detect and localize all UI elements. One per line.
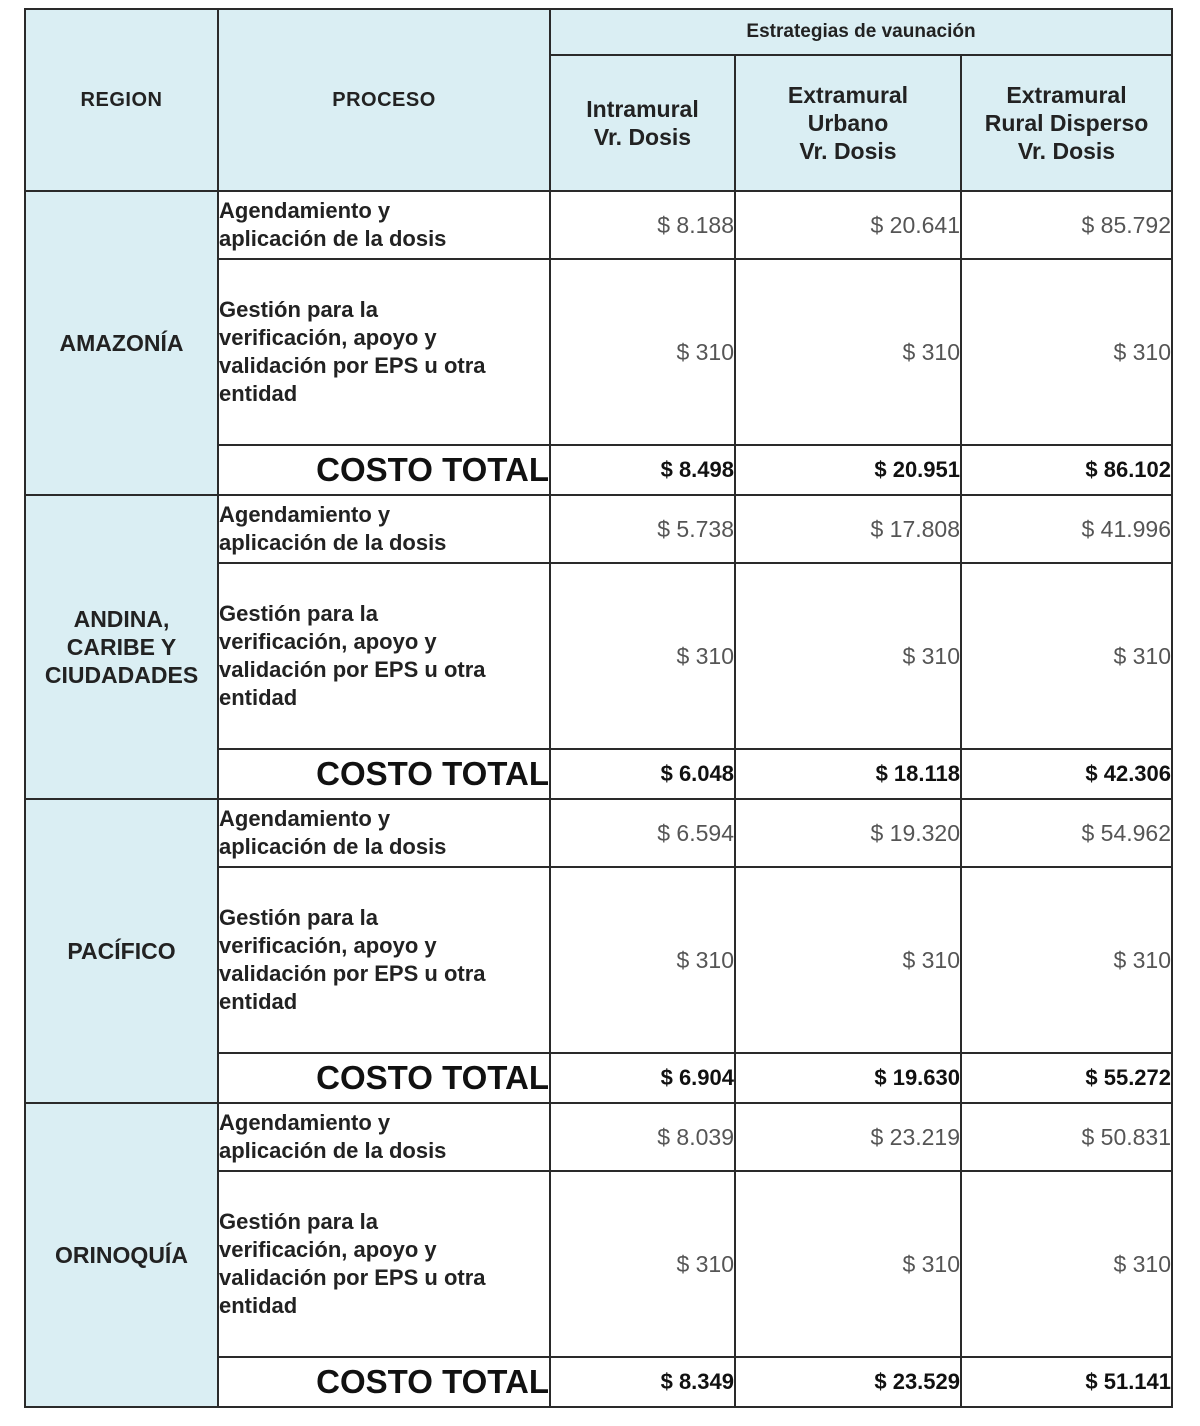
value-cell: $ 50.831 bbox=[961, 1103, 1172, 1171]
value-cell: $ 310 bbox=[735, 563, 961, 749]
proceso-agendamiento: Agendamiento y aplicación de la dosis bbox=[218, 1103, 550, 1171]
total-value: $ 19.630 bbox=[735, 1053, 961, 1103]
value-cell: $ 23.219 bbox=[735, 1103, 961, 1171]
cost-table bbox=[24, 8, 1173, 1408]
total-label: COSTO TOTAL bbox=[218, 1053, 550, 1103]
header-proceso: PROCESO bbox=[218, 9, 550, 191]
value-cell: $ 310 bbox=[961, 1171, 1172, 1357]
value-cell: $ 17.808 bbox=[735, 495, 961, 563]
value-cell: $ 310 bbox=[550, 563, 735, 749]
total-value: $ 23.529 bbox=[735, 1357, 961, 1407]
region-andina-caribe: ANDINA, CARIBE Y CIUDADADES bbox=[25, 495, 218, 799]
table-row bbox=[25, 799, 1172, 867]
total-label: COSTO TOTAL bbox=[218, 445, 550, 495]
proceso-gestion: Gestión para la verificación, apoyo y validación por EPS u otra entidad bbox=[218, 1171, 550, 1357]
table-row bbox=[25, 495, 1172, 563]
proceso-agendamiento: Agendamiento y aplicación de la dosis bbox=[218, 495, 550, 563]
total-label: COSTO TOTAL bbox=[218, 1357, 550, 1407]
total-value: $ 8.498 bbox=[550, 445, 735, 495]
header-extramural-rural: Extramural Rural Disperso Vr. Dosis bbox=[961, 55, 1172, 191]
proceso-agendamiento: Agendamiento y aplicación de la dosis bbox=[218, 191, 550, 259]
header-extramural-urbano: Extramural Urbano Vr. Dosis bbox=[735, 55, 961, 191]
proceso-gestion: Gestión para la verificación, apoyo y validación por EPS u otra entidad bbox=[218, 563, 550, 749]
proceso-agendamiento: Agendamiento y aplicación de la dosis bbox=[218, 799, 550, 867]
total-value: $ 6.904 bbox=[550, 1053, 735, 1103]
total-value: $ 42.306 bbox=[961, 749, 1172, 799]
value-cell: $ 310 bbox=[735, 259, 961, 445]
total-label: COSTO TOTAL bbox=[218, 749, 550, 799]
table-row bbox=[25, 191, 1172, 259]
value-cell: $ 54.962 bbox=[961, 799, 1172, 867]
total-value: $ 8.349 bbox=[550, 1357, 735, 1407]
value-cell: $ 5.738 bbox=[550, 495, 735, 563]
total-value: $ 20.951 bbox=[735, 445, 961, 495]
value-cell: $ 310 bbox=[735, 867, 961, 1053]
value-cell: $ 310 bbox=[550, 1171, 735, 1357]
total-value: $ 6.048 bbox=[550, 749, 735, 799]
header-intramural: Intramural Vr. Dosis bbox=[550, 55, 735, 191]
value-cell: $ 310 bbox=[961, 259, 1172, 445]
value-cell: $ 8.039 bbox=[550, 1103, 735, 1171]
table-row bbox=[25, 1103, 1172, 1171]
value-cell: $ 8.188 bbox=[550, 191, 735, 259]
value-cell: $ 310 bbox=[550, 259, 735, 445]
total-value: $ 51.141 bbox=[961, 1357, 1172, 1407]
total-value: $ 18.118 bbox=[735, 749, 961, 799]
value-cell: $ 310 bbox=[961, 563, 1172, 749]
header-estrategias: Estrategias de vaunación bbox=[550, 9, 1172, 55]
proceso-gestion: Gestión para la verificación, apoyo y validación por EPS u otra entidad bbox=[218, 259, 550, 445]
value-cell: $ 310 bbox=[735, 1171, 961, 1357]
value-cell: $ 20.641 bbox=[735, 191, 961, 259]
value-cell: $ 85.792 bbox=[961, 191, 1172, 259]
value-cell: $ 19.320 bbox=[735, 799, 961, 867]
value-cell: $ 310 bbox=[550, 867, 735, 1053]
header-region: REGION bbox=[25, 9, 218, 191]
region-amazonia: AMAZONÍA bbox=[25, 191, 218, 495]
region-orinoquia: ORINOQUÍA bbox=[25, 1103, 218, 1407]
region-pacifico: PACÍFICO bbox=[25, 799, 218, 1103]
total-value: $ 86.102 bbox=[961, 445, 1172, 495]
value-cell: $ 310 bbox=[961, 867, 1172, 1053]
proceso-gestion: Gestión para la verificación, apoyo y validación por EPS u otra entidad bbox=[218, 867, 550, 1053]
value-cell: $ 6.594 bbox=[550, 799, 735, 867]
value-cell: $ 41.996 bbox=[961, 495, 1172, 563]
total-value: $ 55.272 bbox=[961, 1053, 1172, 1103]
